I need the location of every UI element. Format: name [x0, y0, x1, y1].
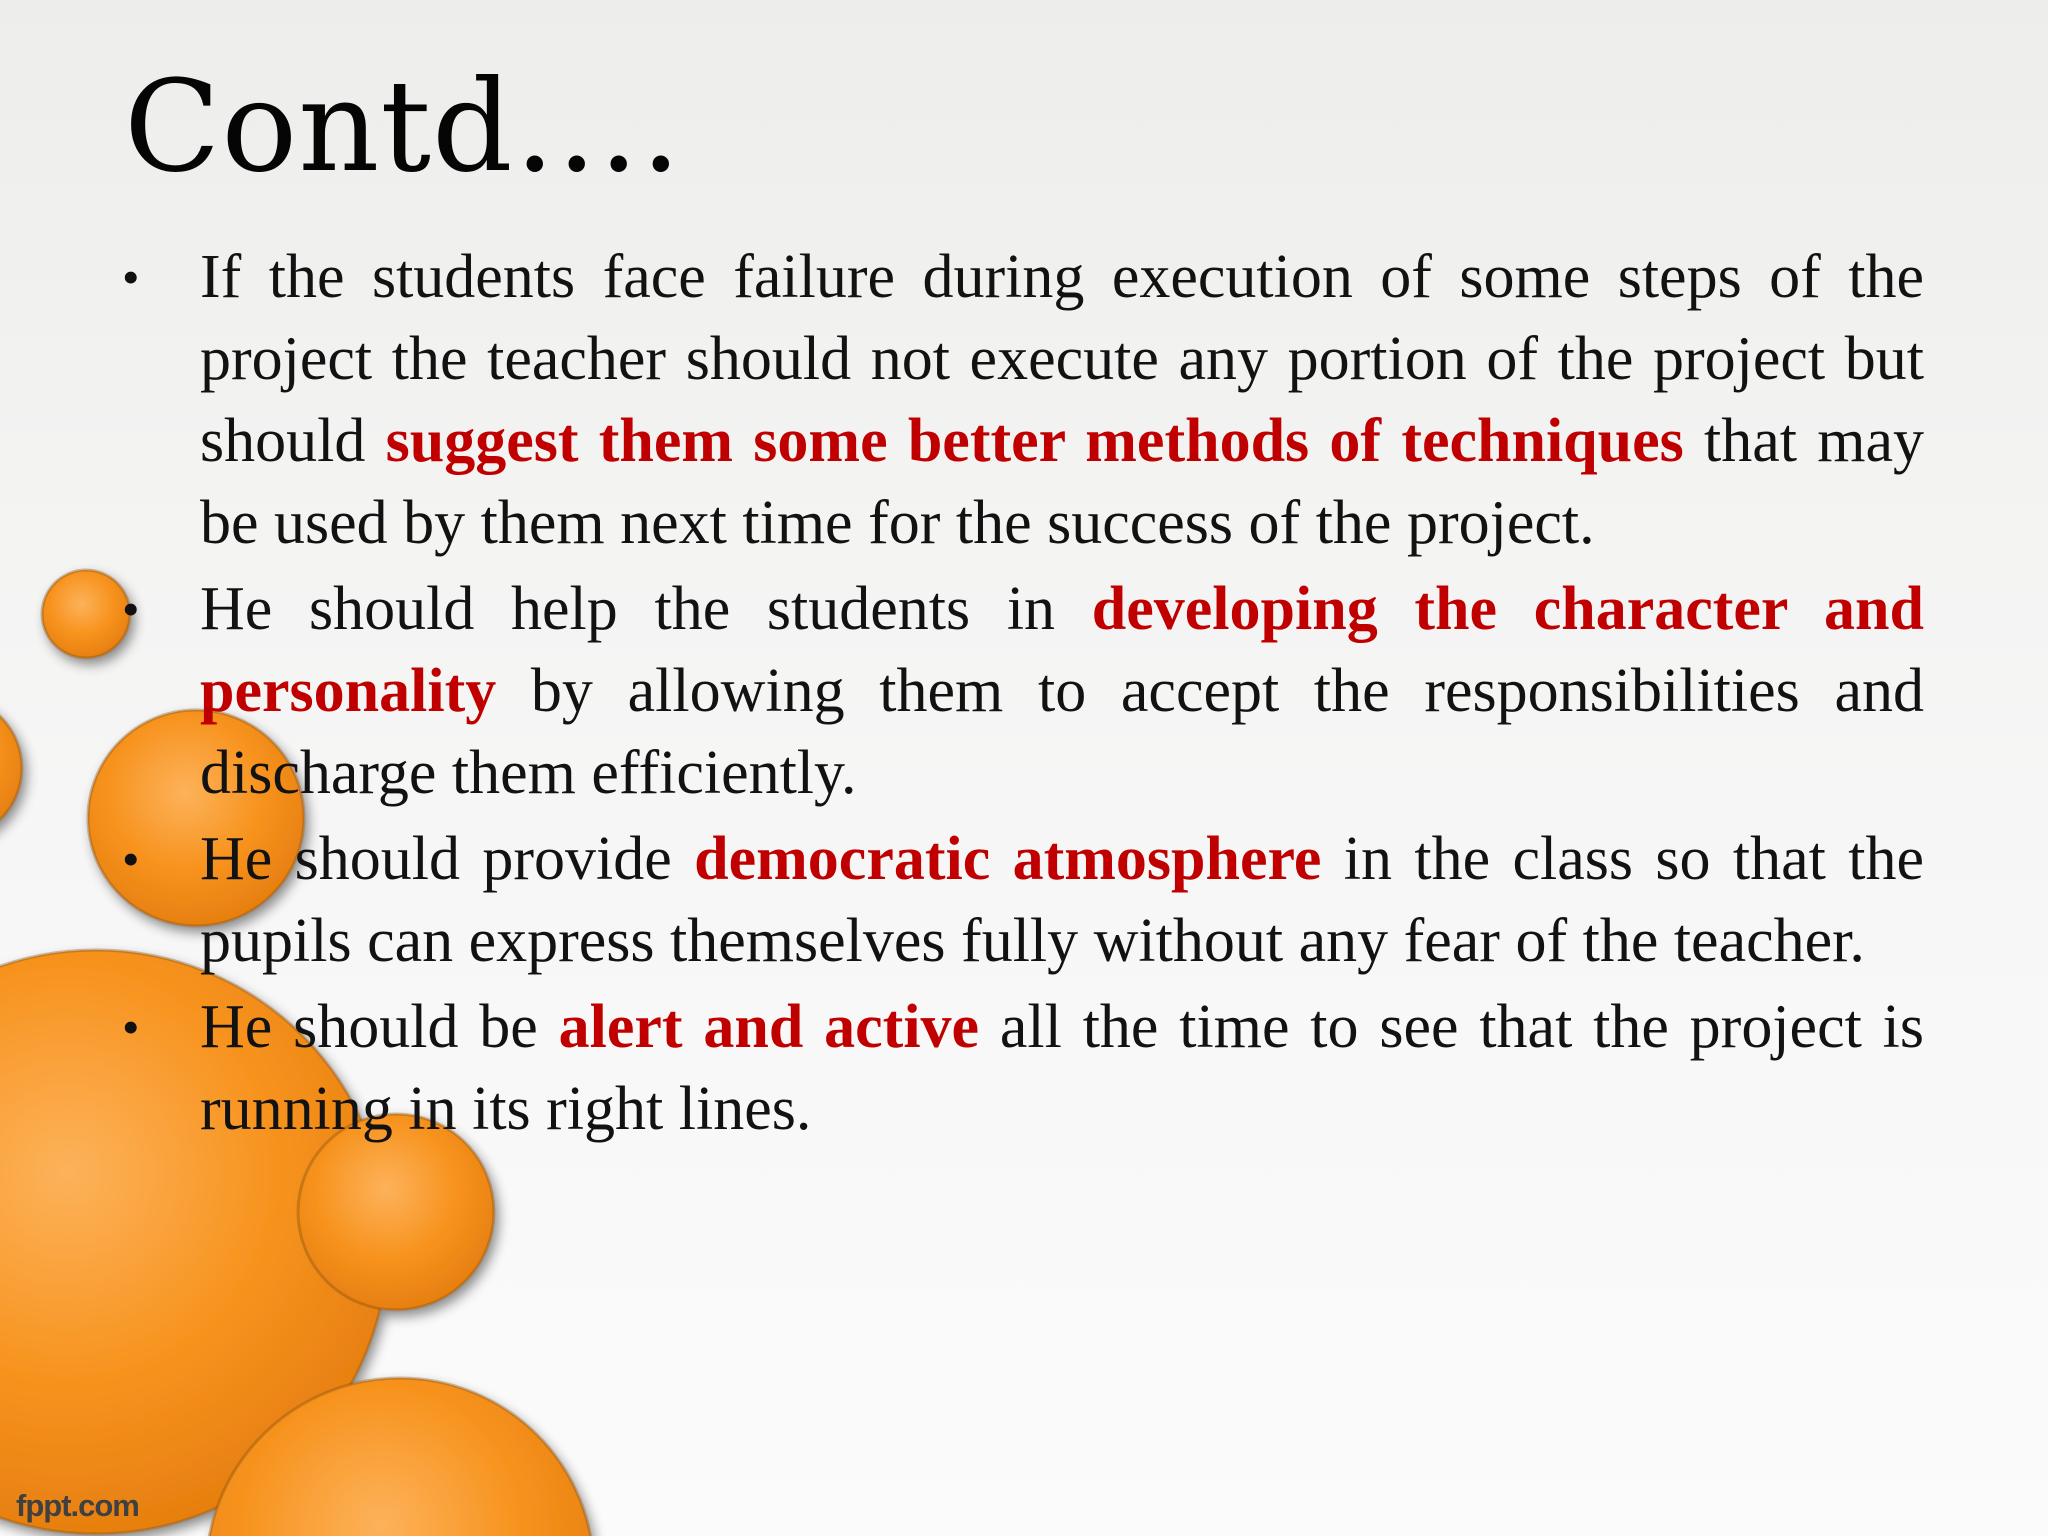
fppt-logo: fppt.com: [16, 1488, 139, 1523]
bullet-text: all the time to see that the project is running in its right lines.: [200, 993, 1924, 1143]
bullet-highlight: alert and active: [558, 993, 980, 1061]
bullet-dot: •: [122, 249, 140, 305]
bullet-text: He should help the students in: [200, 575, 1092, 643]
bullet-highlight: suggest them some better methods of techniques: [385, 407, 1684, 475]
bullet-item: [122, 986, 1924, 1150]
bullet-text: He should provide: [200, 825, 695, 893]
bullet-highlight: democratic atmosphere: [694, 825, 1322, 893]
bullet-text: If the students face failure during execution of some steps of the project the teacher should not execute any portion of the project but should: [200, 243, 1924, 475]
bullet-dot: •: [122, 581, 140, 637]
bullet-dot: •: [122, 831, 140, 887]
bullet-highlight: developing the character and personality: [200, 575, 1924, 725]
bullet-list: [122, 236, 1924, 1154]
slide-title: Contd….: [124, 53, 682, 200]
bullet-dot: •: [122, 999, 140, 1055]
orange-circle-edge-top: [0, 696, 22, 840]
bullet-text: that may be used by them next time for the success of the project.: [200, 407, 1924, 557]
bullet-text: by allowing them to accept the responsibilities and discharge them efficiently.: [200, 657, 1924, 807]
bullet-item: [122, 236, 1924, 564]
bullet-item: [122, 568, 1924, 814]
bullet-text: He should be: [200, 993, 559, 1061]
orange-circle-small: [42, 570, 130, 658]
bullet-text: in the class so that the pupils can express themselves fully without any fear of the teacher.: [200, 825, 1924, 975]
bullet-item: [122, 818, 1924, 982]
